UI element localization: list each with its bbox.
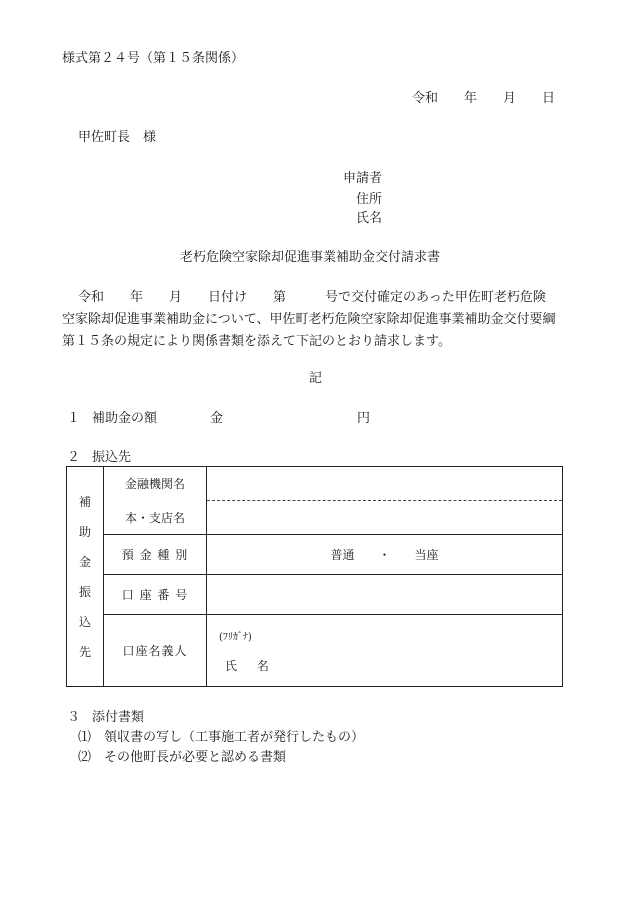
document-title: 老朽危険空家除却促進事業補助金交付請求書	[180, 250, 441, 265]
applicant-address-label: 住所	[356, 192, 383, 207]
body-line: 空家除却促進事業補助金について、甲佐町老朽危険空家除却促進事業補助金交付要綱	[62, 312, 556, 327]
account-number-label-cell	[104, 575, 207, 615]
furigana-label: (ﾌﾘｶﾞﾅ)	[219, 631, 252, 643]
form-number: 様式第２４号（第１５条関係）	[62, 51, 245, 66]
section2-label: 振込先	[92, 450, 132, 465]
section3-number: ３	[67, 710, 81, 725]
date-line: 令和 年 月 日	[412, 91, 556, 106]
side-char: 金	[78, 554, 91, 569]
account-type-field[interactable]: 普通 ・ 当座	[207, 535, 563, 575]
side-char: 助	[78, 524, 91, 539]
applicant-name-label: 氏名	[356, 211, 383, 226]
account-holder-label-cell	[104, 615, 207, 687]
account-holder-field[interactable]	[207, 615, 563, 687]
bank-branch-value-cell[interactable]	[207, 467, 563, 535]
account-type-label-cell	[104, 535, 207, 575]
section2-number: ２	[67, 450, 81, 465]
section1-label: 補助金の額	[92, 411, 158, 426]
side-char: 込	[78, 614, 91, 629]
section1-yen: 円	[357, 411, 371, 426]
attachment-item: ⑴ 領収書の写し（工事施工者が発行したもの）	[78, 730, 365, 745]
side-char: 先	[78, 644, 91, 659]
applicant-heading: 申請者	[343, 171, 383, 186]
attachment-item: ⑵ その他町長が必要と認める書類	[78, 750, 287, 765]
shimei-label: 氏 名	[225, 658, 277, 673]
account-number-field[interactable]	[207, 575, 563, 615]
section1-number: １	[67, 411, 81, 426]
account-number-label: 口 座 番 号	[121, 588, 189, 602]
body-line: 第１５条の規定により関係書類を添えて下記のとおり請求します。	[62, 334, 451, 349]
bank-name-label: 金融機関名	[124, 477, 185, 492]
bank-name-field[interactable]	[207, 467, 562, 501]
body-paragraph	[62, 287, 582, 353]
branch-name-field[interactable]	[207, 501, 562, 534]
bank-branch-label-cell	[104, 467, 207, 535]
section3-label: 添付書類	[92, 710, 145, 725]
branch-name-label: 本・支店名	[124, 510, 185, 525]
side-char: 振	[78, 584, 91, 599]
side-char: 補	[78, 494, 91, 509]
account-holder-label: 口座名義人	[122, 644, 188, 658]
section1-kin: 金	[210, 411, 224, 426]
body-line: 令和 年 月 日付け 第 号で交付確定のあった甲佐町老朽危険	[78, 290, 546, 305]
addressee: 甲佐町長 様	[78, 130, 157, 145]
table-side-label	[67, 467, 104, 687]
bank-transfer-table	[66, 466, 563, 687]
ki-heading: 記	[309, 371, 323, 386]
account-type-label: 預 金 種 別	[121, 548, 189, 562]
